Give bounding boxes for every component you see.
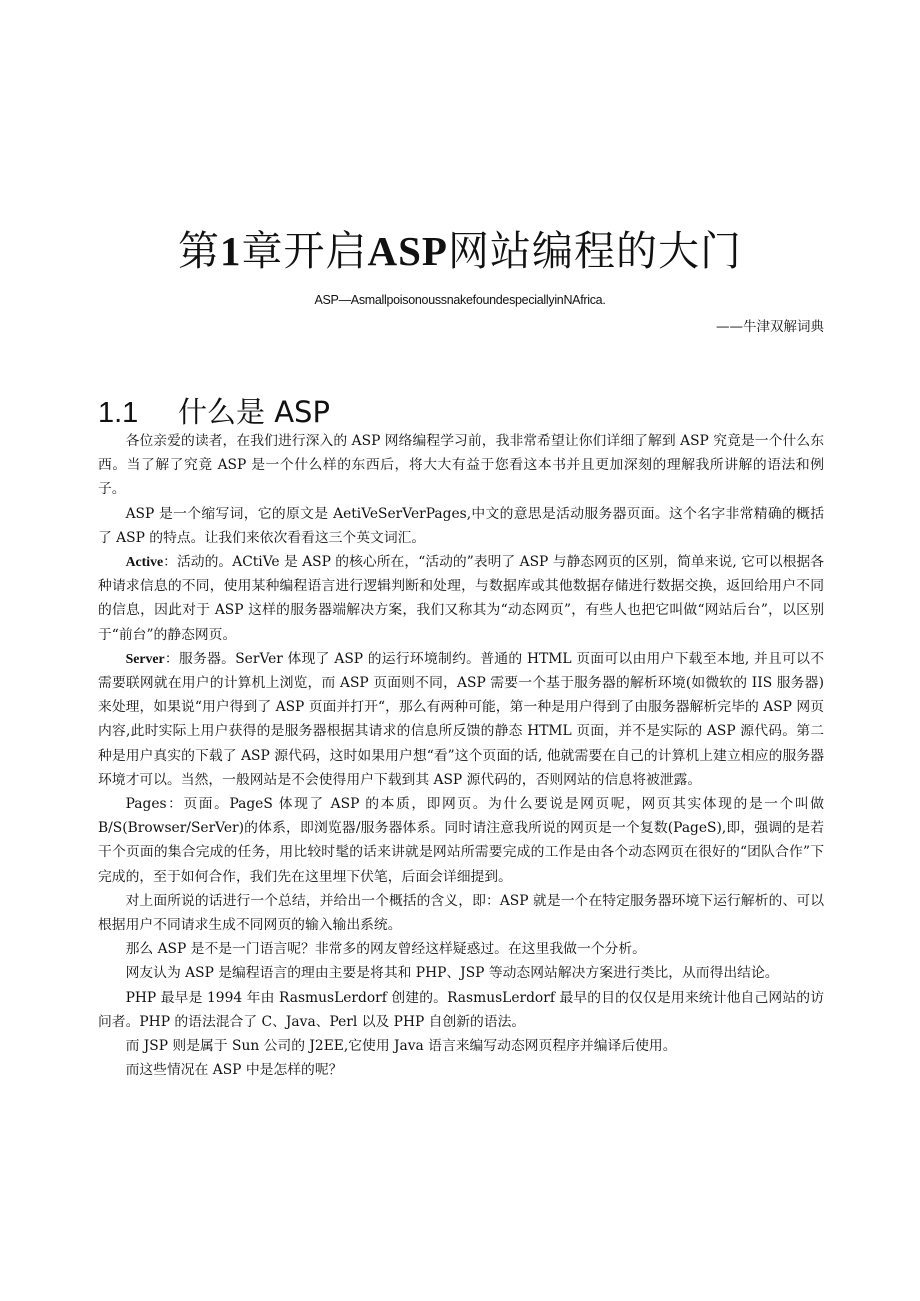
section-number: 1.1 (98, 397, 139, 430)
term-active: Active (125, 554, 164, 570)
chapter-prefix: 第 (178, 227, 221, 276)
paragraph: Active：活动的。ACtiVe 是 ASP 的核心所在，“活动的”表明了 ASP 与静态网页的区别，简单来说, 它可以根据各种请求信息的不同，使用某种编程语言进行逻辑判断和处理，与数据库或其他数据存储进行数据交换，返回给用户不同的信息，因此对于 ASP 这样的服务器端解决方案，我们又称其为“动态网页”，有些人也把它叫做“网站后台”，以区别于“前台”的静态网页。 (98, 554, 824, 643)
paragraph: 而这些情况在 ASP 中是怎样的呢？ (125, 1062, 343, 1079)
term-server: Server (125, 650, 165, 666)
chapter-keyword: ASP (367, 228, 448, 275)
paragraph: Server：服务器。SerVer 体现了 ASP 的运行环境制约。普通的 HTML 页面可以由用户下载至本地, 并且可以不需要联网就在用户的计算机上浏览，而 ASP 页面则不同，ASP 需要一个基于服务器的解析环境(如微软的 IIS 服务器)来处理，如果说“用户得到了 ASP 页面并打开“，那么有两种可能，第一种是用户得到了由服务器解析完毕的 ASP 网页内容,此时实际上用户获得的是服务器根据其请求的信息所反馈的静态 HTML 页面，并不是实际的 ASP 源代码。第二种是用户真实的下载了 ASP 源代码，这时如果用户想“看”这个页面的话, 他就需要在自己的计算机上建立相应的服务器环境才可以。当然，一般网站是不会使得用户下载到其 ASP 源代码的，否则网站的信息将被泄露。 (98, 650, 824, 788)
chapter-suffix: 网站编程的大门 (447, 227, 742, 276)
paragraph: PHP 最早是 1994 年由 RasmusLerdorf 创建的。RasmusLerdorf 最早的目的仅仅是用来统计他自己网站的访问者。PHP 的语法混合了 C、Java、Perl 以及 PHP 自创新的语法。 (98, 989, 824, 1030)
paragraph: 那么 ASP 是不是一门语言呢？非常多的网友曾经这样疑惑过。在这里我做一个分析。 (125, 941, 646, 958)
epigraph-quote: ASP—AsmallpoisonoussnakefoundespeciallyinNAfrica. (314, 293, 606, 307)
body-text (98, 429, 824, 1082)
chapter-number: 1 (220, 228, 242, 275)
paragraph: 各位亲爱的读者，在我们进行深入的 ASP 网络编程学习前，我非常希望让你们详细了解到 ASP 究竟是一个什么东西。当了解了究竟 ASP 是一个什么样的东西后，将大大有益于您看这本书并且更加深刻的理解我所讲解的语法和例子。 (98, 433, 824, 498)
paragraph: Pages：页面。PageS 体现了 ASP 的本质，即网页。为什么要说是网页呢，网页其实体现的是一个叫做 B/S(Browser/SerVer)的体系，即浏览器/服务器体系。同时请注意我所说的网页是一个复数(PageS),即，强调的是若干个页面的集合完成的任务，用比较时髦的话来讲就是网站所需要完成的工作是由各个动态网页在很好的“团队合作”下完成的，至于如何合作，我们先在这里埋下伏笔，后面会详细提到。 (98, 796, 824, 885)
chapter-mid: 章开启 (241, 227, 368, 276)
epigraph-source: ——牛津双解词典 (716, 319, 824, 335)
paragraph: 对上面所说的话进行一个总结，并给出一个概括的含义，即：ASP 就是一个在特定服务器环境下运行解析的、可以根据用户不同请求生成不同网页的输入输出系统。 (98, 892, 824, 934)
chapter-title (0, 223, 920, 279)
paragraph: 网友认为 ASP 是编程语言的理由主要是将其和 PHP、JSP 等动态网站解决方案进行类比，从而得出结论。 (125, 965, 779, 982)
section-title: 什么是 ASP (178, 395, 330, 430)
paragraph: ASP 是一个缩写词，它的原文是 AetiVeSerVerPages,中文的意思是活动服务器页面。这个名字非常精确的概括了 ASP 的特点。让我们来依次看看这三个英文词汇。 (98, 505, 824, 546)
paragraph: 而 JSP 则是属于 Sun 公司的 J2EE,它使用 Java 语言来编写动态网页程序并编译后使用。 (125, 1038, 677, 1055)
